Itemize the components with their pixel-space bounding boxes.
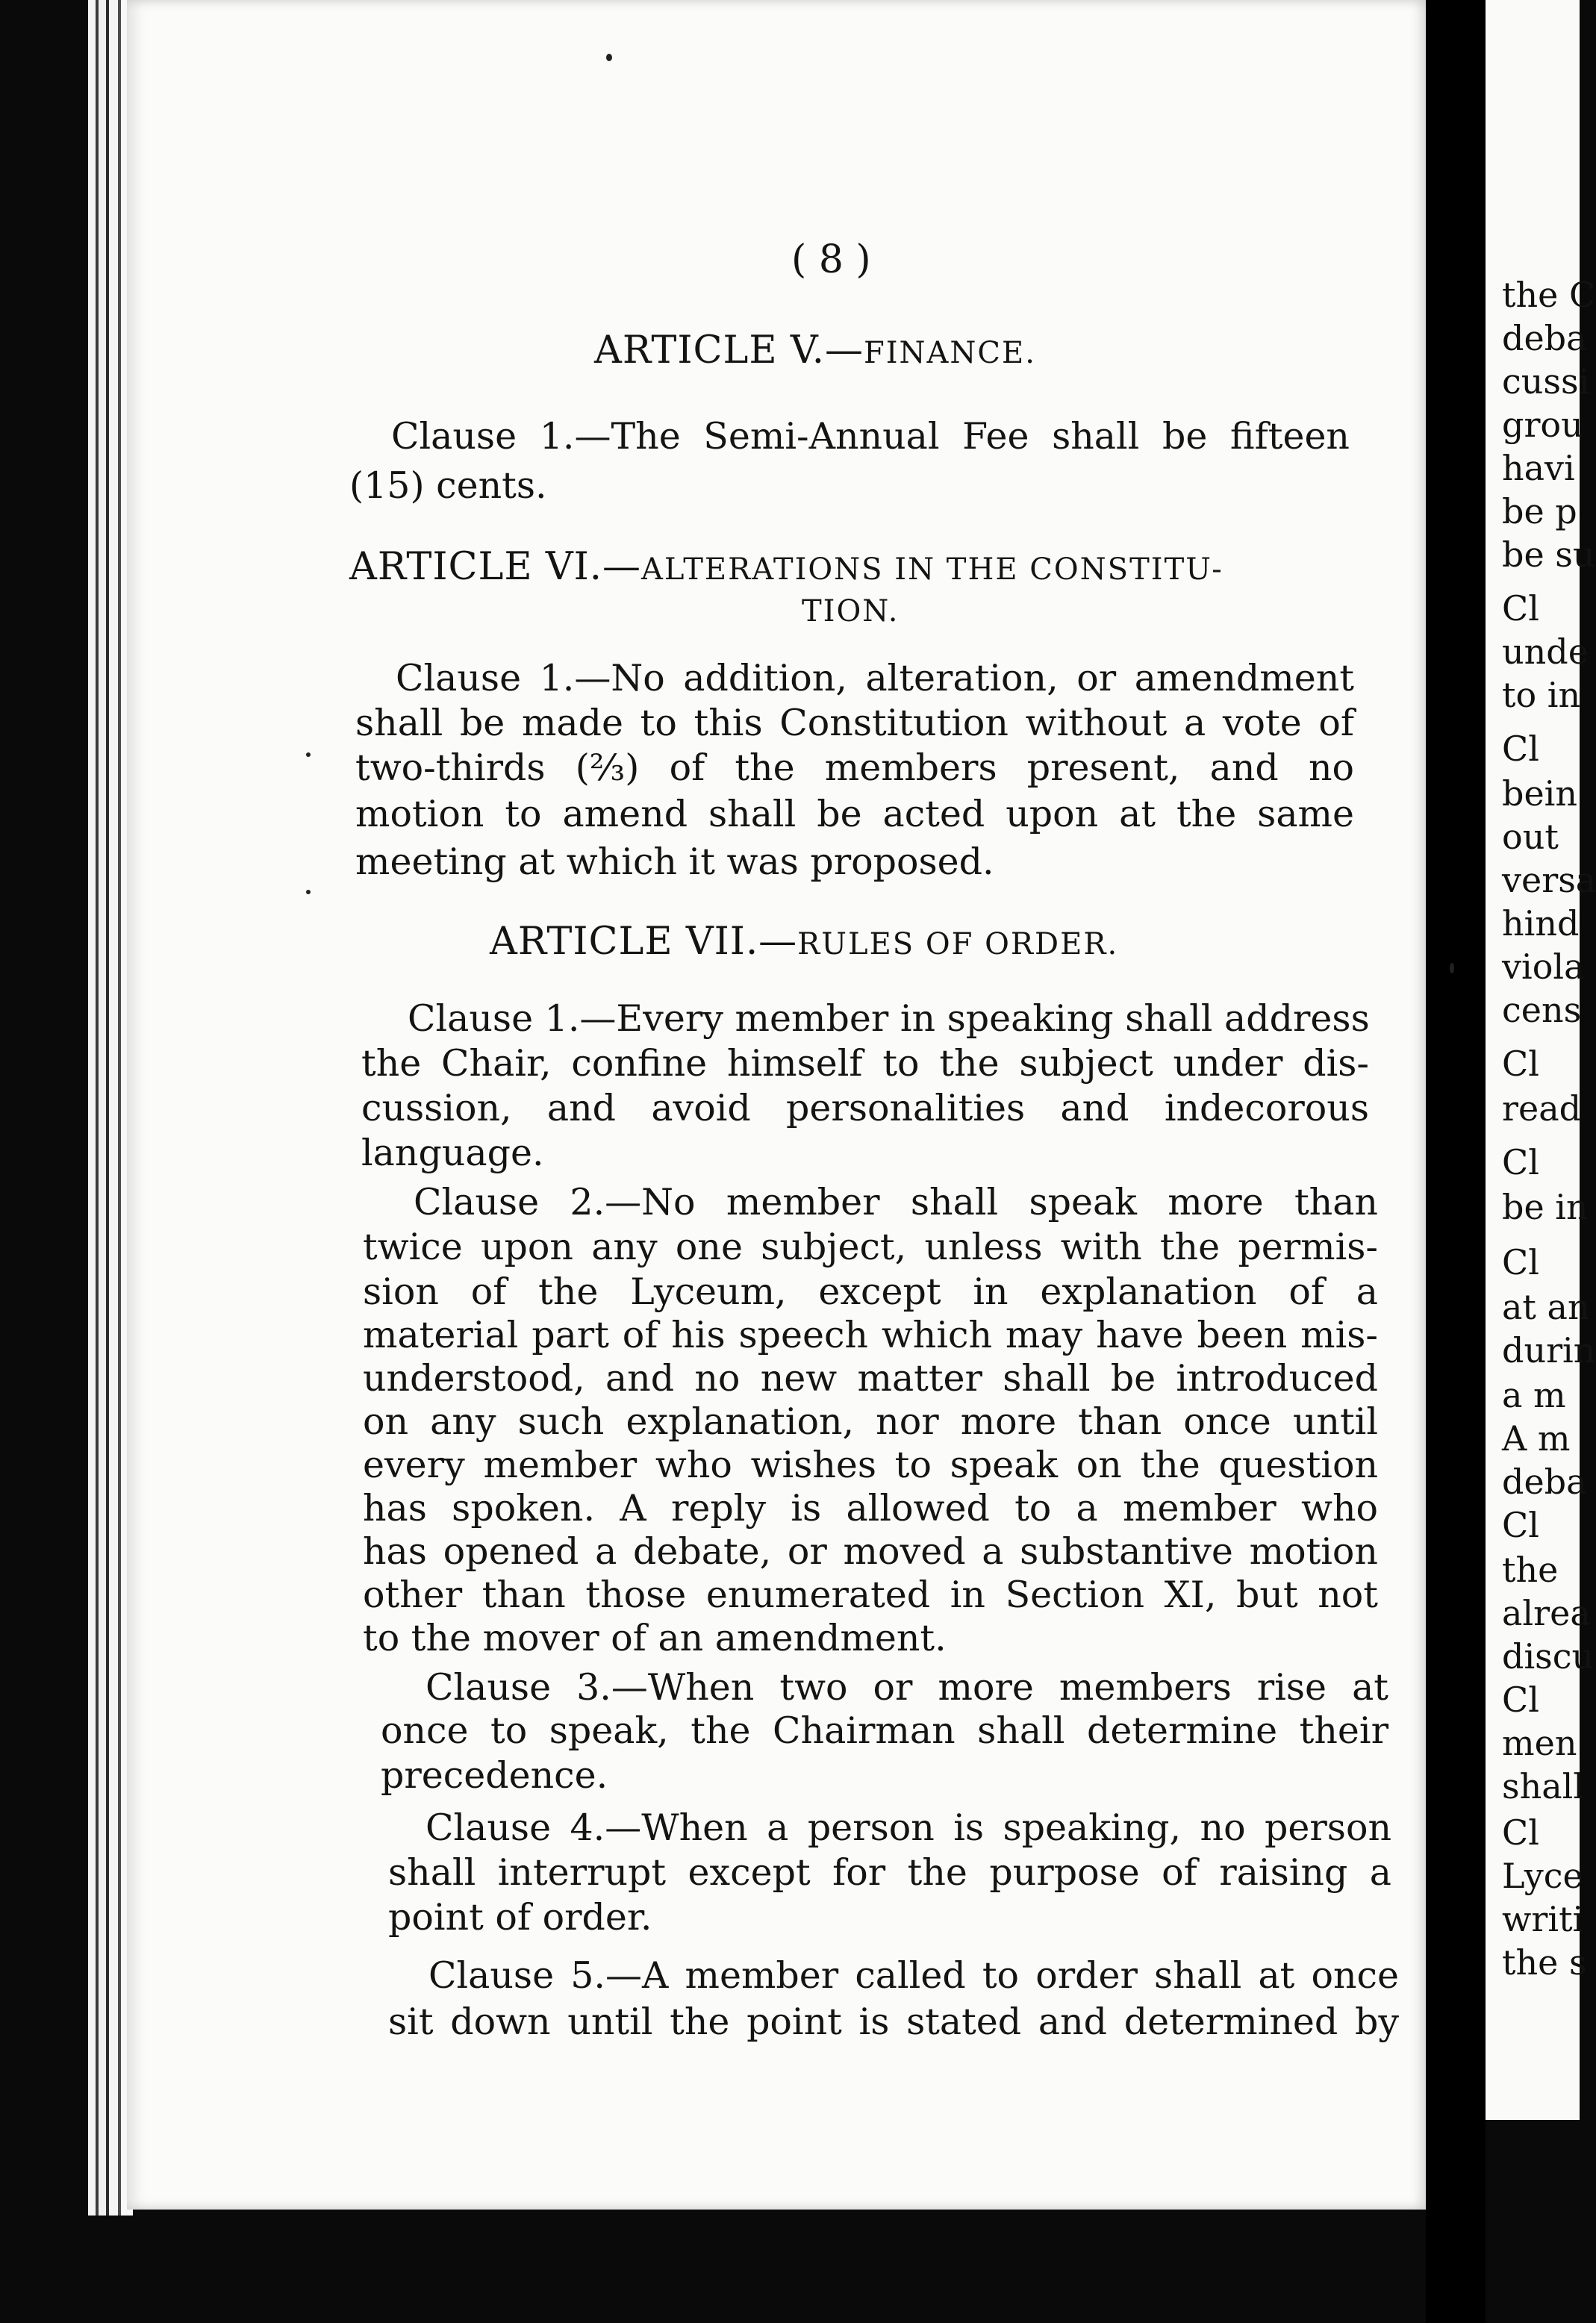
facing-fragment: Cl: [1502, 1142, 1539, 1182]
article-vii-clause-1-line-4: language.: [361, 1132, 544, 1174]
article-vi-heading: [349, 545, 1224, 589]
print-speck: [306, 890, 311, 894]
facing-fragment: unde: [1502, 632, 1589, 672]
facing-fragment: havi: [1502, 448, 1575, 488]
article-vii-clause-3-line-3: precedence.: [381, 1754, 608, 1797]
article-v-number: ARTICLE V.—: [594, 328, 864, 372]
facing-fragment: Cl: [1502, 1812, 1539, 1853]
facing-fragment: deba: [1502, 1462, 1587, 1502]
article-vii-clause-4-line-1: Clause 4.—When a person is speaking, no person: [426, 1806, 1391, 1849]
facing-fragment: out: [1502, 817, 1559, 857]
facing-fragment: shall: [1502, 1766, 1585, 1806]
print-speck: [606, 54, 612, 61]
article-vii-heading: [490, 920, 1118, 964]
article-vii-clause-5-line-2: sit down until the point is stated and determined by: [388, 2001, 1399, 2043]
facing-fragment: Cl: [1502, 1680, 1539, 1720]
article-vii-clause-3-line-1: Clause 3.—When two or more members rise at: [426, 1666, 1388, 1709]
facing-fragment: Cl: [1502, 1505, 1539, 1545]
facing-fragment: the s: [1502, 1942, 1587, 1983]
facing-fragment: discu: [1502, 1636, 1595, 1677]
article-vii-clause-5-line-1: Clause 5.—A member called to order shall at once: [428, 1954, 1399, 1997]
article-vi-clause-1-line-1: Clause 1.—No addition, alteration, or amendment: [396, 657, 1354, 699]
facing-page: [1486, 0, 1596, 2120]
article-vi-clause-1-line-5: meeting at which it was proposed.: [355, 841, 994, 883]
article-vi-title: ALTERATIONS IN THE CONSTITU-: [641, 552, 1224, 587]
book-gutter: [1426, 0, 1486, 2323]
article-vii-clause-2-line-2: twice upon any one subject, unless with the permis-: [363, 1226, 1378, 1268]
article-vii-clause-4-line-2: shall interrupt except for the purpose of raising a: [388, 1851, 1391, 1894]
article-vii-clause-2-line-11: to the mover of an amendment.: [363, 1617, 947, 1659]
facing-fragment: men: [1502, 1723, 1577, 1763]
article-vii-clause-2-line-5: understood, and no new matter shall be introduced: [363, 1357, 1378, 1400]
facing-fragment: a m: [1502, 1375, 1566, 1415]
page-number: ( 8 ): [791, 237, 871, 282]
print-speck: [306, 752, 311, 757]
facing-fragment: cussi: [1502, 361, 1590, 402]
facing-fragment: grou: [1502, 405, 1583, 445]
article-vii-clause-2-line-1: Clause 2.—No member shall speak more than: [414, 1181, 1378, 1223]
facing-fragment: at an: [1502, 1287, 1590, 1327]
facing-fragment: deba: [1502, 318, 1587, 358]
facing-fragment: viola: [1502, 947, 1585, 987]
facing-fragment: be in: [1502, 1187, 1589, 1227]
facing-fragment: Cl: [1502, 729, 1539, 769]
article-vii-number: ARTICLE VII.—: [490, 920, 798, 964]
article-vii-clause-3-line-2: once to speak, the Chairman shall determine their: [381, 1709, 1388, 1752]
article-vi-title-cont: TION.: [802, 594, 900, 629]
facing-fragment: versa: [1502, 860, 1596, 900]
article-vii-clause-2-line-9: has opened a debate, or moved a substantive motion: [363, 1530, 1378, 1573]
facing-fragment: read: [1502, 1088, 1582, 1129]
article-vi-clause-1-line-2: shall be made to this Constitution without a vote of: [355, 702, 1354, 744]
print-speck: [1450, 963, 1454, 973]
page-edge-stack: [88, 0, 133, 2216]
article-v-heading: [594, 328, 1036, 372]
facing-fragment: the C: [1502, 275, 1596, 315]
article-vii-clause-2-line-10: other than those enumerated in Section XI, but not: [363, 1574, 1378, 1616]
article-vi-number: ARTICLE VI.—: [349, 545, 642, 589]
article-vii-clause-1-line-3: cussion, and avoid personalities and indecorous: [361, 1087, 1369, 1129]
facing-fragment: the: [1502, 1550, 1559, 1590]
article-vii-clause-2-line-4: material part of his speech which may have been mis-: [363, 1314, 1378, 1356]
facing-fragment: durin: [1502, 1330, 1596, 1371]
article-v-title: FINANCE.: [863, 336, 1036, 370]
facing-fragment: hind: [1502, 903, 1580, 944]
article-v-clause-1-line-2: (15) cents.: [349, 464, 547, 507]
facing-fragment: Cl: [1502, 588, 1539, 629]
article-vii-clause-2-line-7: every member who wishes to speak on the question: [363, 1444, 1378, 1486]
facing-fragment: alrea: [1502, 1593, 1591, 1633]
facing-fragment: A m: [1502, 1418, 1571, 1459]
article-vii-clause-2-line-6: on any such explanation, nor more than once until: [363, 1400, 1378, 1443]
facing-fragment: cens: [1502, 990, 1582, 1030]
article-vii-clause-1-line-2: the Chair, confine himself to the subject under dis-: [361, 1042, 1369, 1085]
article-vi-clause-1-line-4: motion to amend shall be acted upon at the same: [355, 793, 1354, 835]
facing-fragment: to in: [1502, 675, 1581, 715]
facing-fragment: Cl: [1502, 1242, 1539, 1282]
facing-fragment: Lyce: [1502, 1856, 1583, 1896]
article-vii-clause-2-line-8: has spoken. A reply is allowed to a member who: [363, 1487, 1378, 1530]
facing-fragment: Cl: [1502, 1044, 1539, 1084]
facing-fragment: be p: [1502, 491, 1577, 531]
article-vi-heading-cont: [802, 587, 899, 631]
facing-fragment: be su: [1502, 534, 1595, 575]
article-v-clause-1-line-1: Clause 1.—The Semi-Annual Fee shall be fifteen: [391, 415, 1350, 458]
article-vi-clause-1-line-3: two-thirds (⅔) of the members present, and no: [355, 746, 1354, 789]
article-vii-clause-4-line-3: point of order.: [388, 1896, 652, 1939]
article-vii-clause-1-line-1: Clause 1.—Every member in speaking shall address: [408, 997, 1370, 1040]
facing-fragment: writi: [1502, 1899, 1584, 1939]
facing-fragment: bein: [1502, 773, 1578, 814]
article-vii-clause-2-line-3: sion of the Lyceum, except in explanation of a: [363, 1270, 1378, 1313]
article-vii-title: RULES OF ORDER.: [797, 927, 1119, 961]
